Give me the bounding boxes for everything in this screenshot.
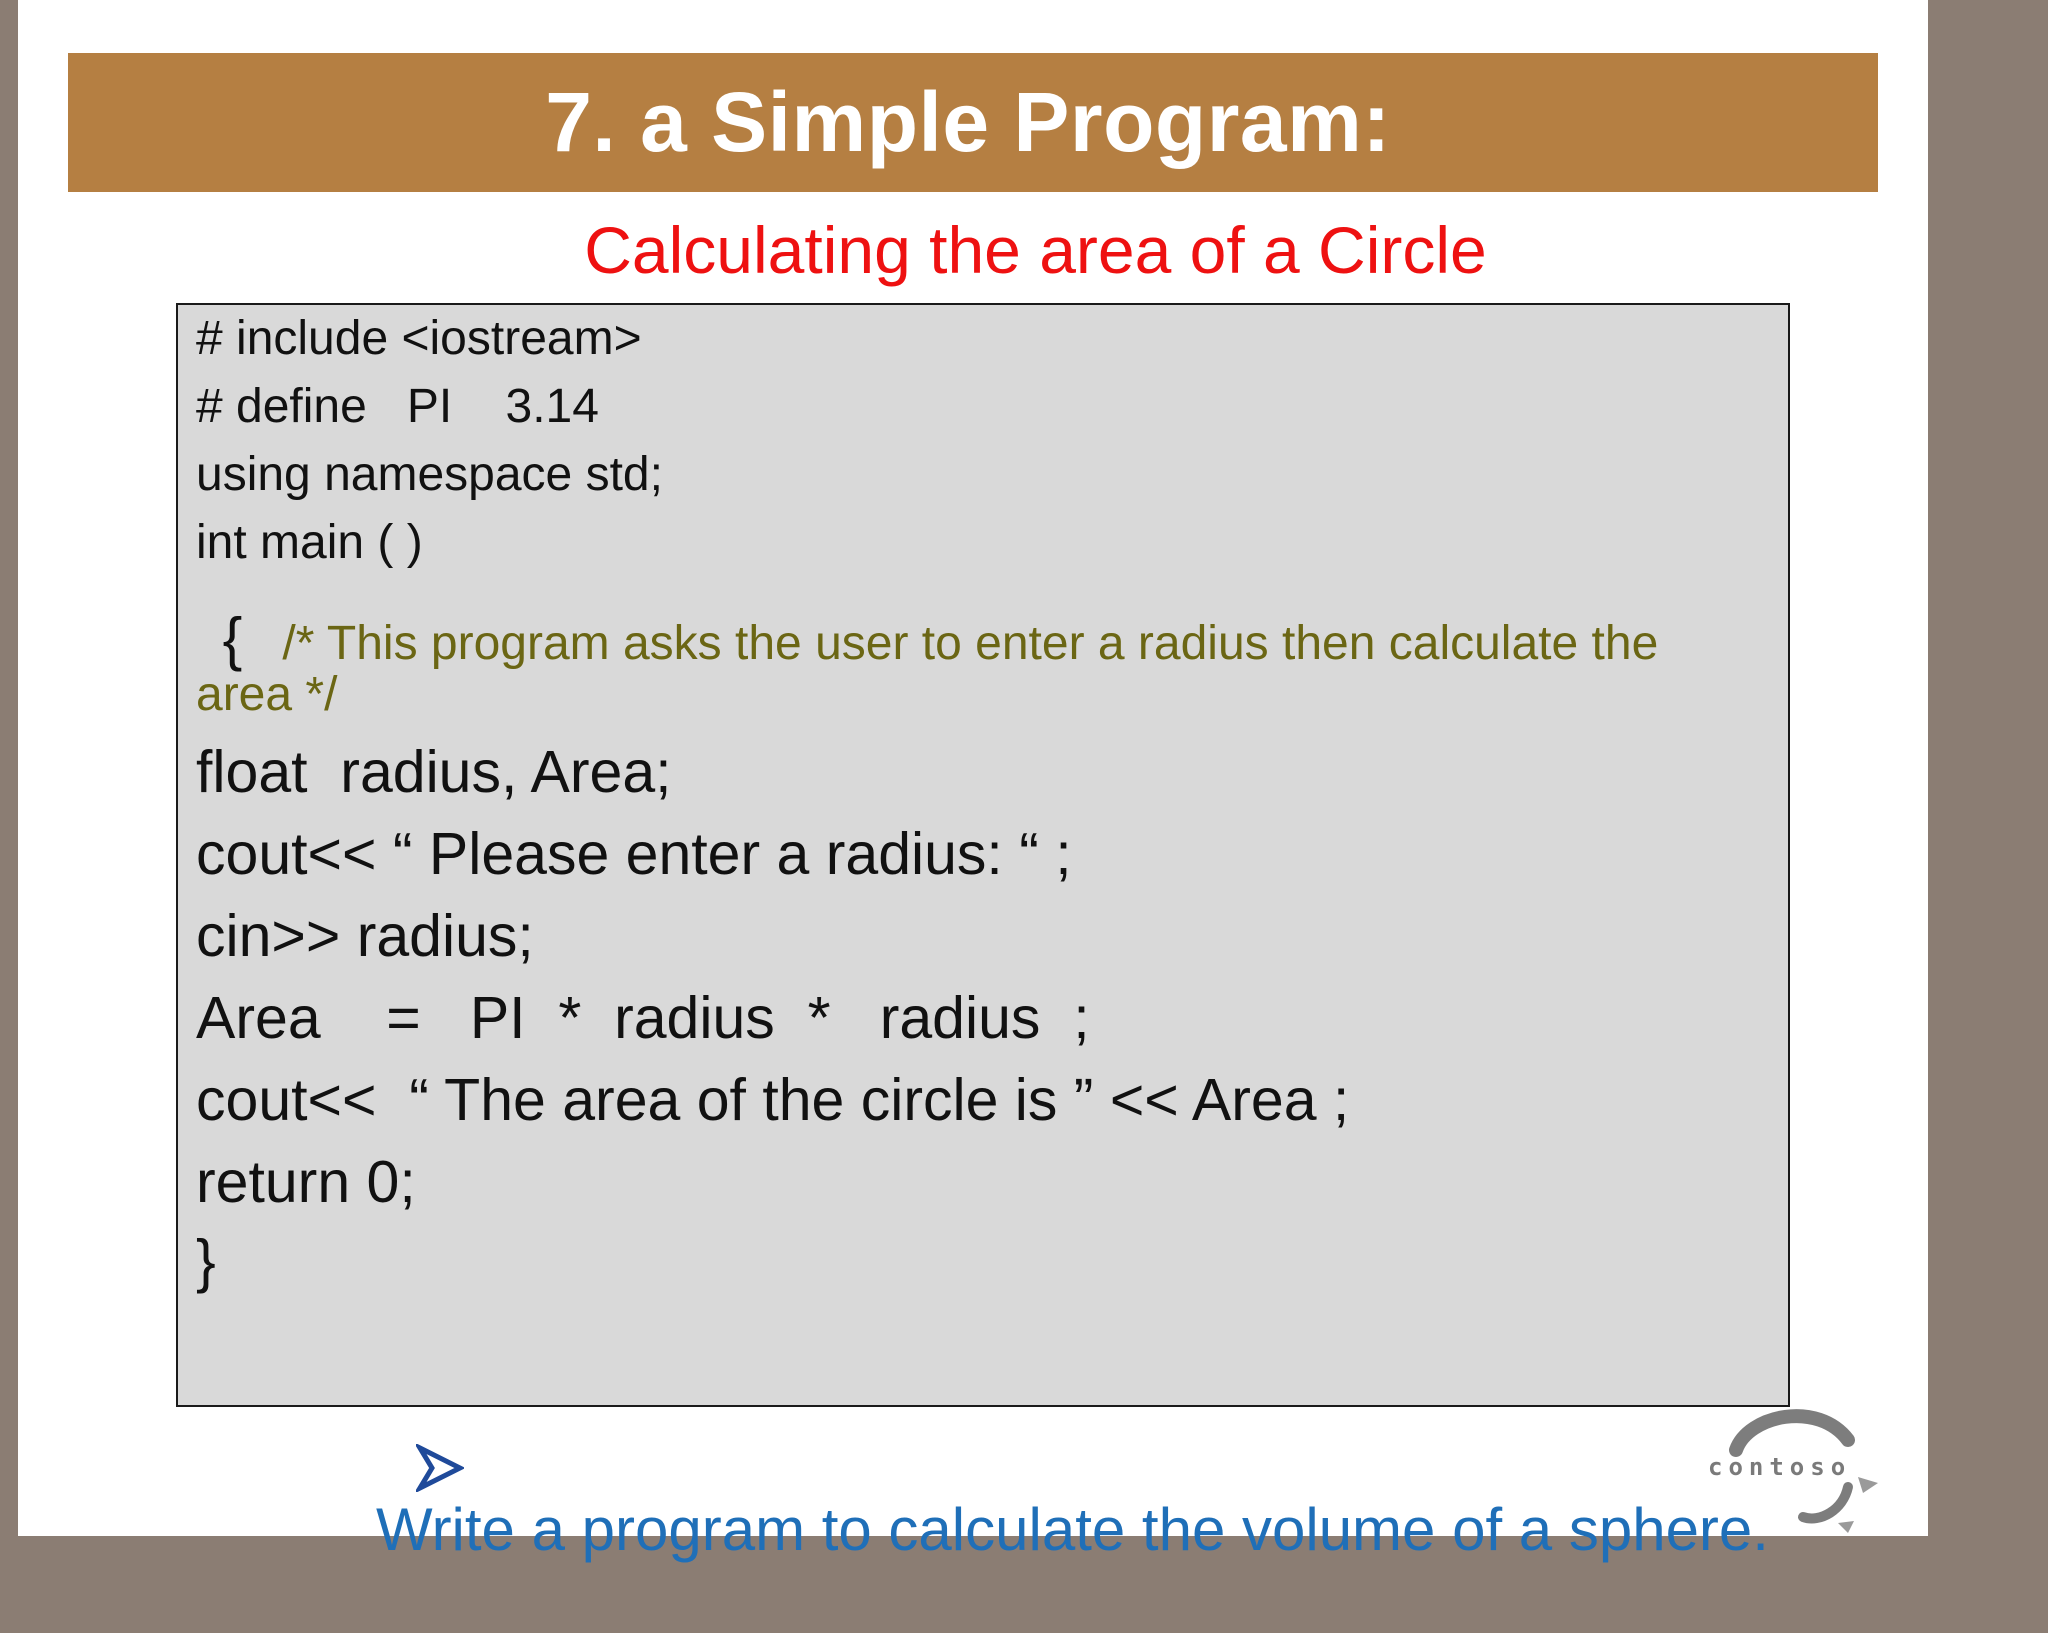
code-line-declare: float radius, Area; bbox=[196, 739, 672, 805]
logo-text: contoso bbox=[1708, 1453, 1852, 1481]
title-bar bbox=[68, 53, 1878, 192]
code-line-brace-comment bbox=[196, 587, 1658, 691]
code-line-output: cout<< “ The area of the circle is ” << Area ; bbox=[196, 1067, 1350, 1133]
code-brace-close: } bbox=[196, 1228, 216, 1294]
code-line-namespace: using namespace std; bbox=[196, 448, 663, 501]
arrow-bullet-icon bbox=[296, 1377, 356, 1563]
code-line-define: # define PI 3.14 bbox=[196, 380, 599, 433]
code-line-include: # include <iostream> bbox=[196, 312, 642, 365]
code-line-compute: Area = PI * radius * radius ; bbox=[196, 985, 1090, 1051]
code-line-return: return 0; bbox=[196, 1149, 416, 1215]
slide bbox=[18, 0, 1928, 1563]
code-comment-continued: area */ bbox=[196, 668, 338, 721]
code-line-main: int main ( ) bbox=[196, 516, 423, 569]
code-comment: /* This program asks the user to enter a radius then calculate the bbox=[282, 617, 1659, 670]
slide-subtitle: Calculating the area of a Circle bbox=[584, 213, 1487, 287]
code-line-prompt: cout<< “ Please enter a radius: “ ; bbox=[196, 821, 1072, 887]
task-text: Write a program to calculate the volume of a sphere. bbox=[376, 1496, 1769, 1563]
code-line-input: cin>> radius; bbox=[196, 903, 534, 969]
slide-title: 7. a Simple Program: bbox=[545, 75, 1391, 169]
code-brace-open: { bbox=[222, 606, 243, 672]
task-bullet bbox=[196, 1308, 1769, 1633]
